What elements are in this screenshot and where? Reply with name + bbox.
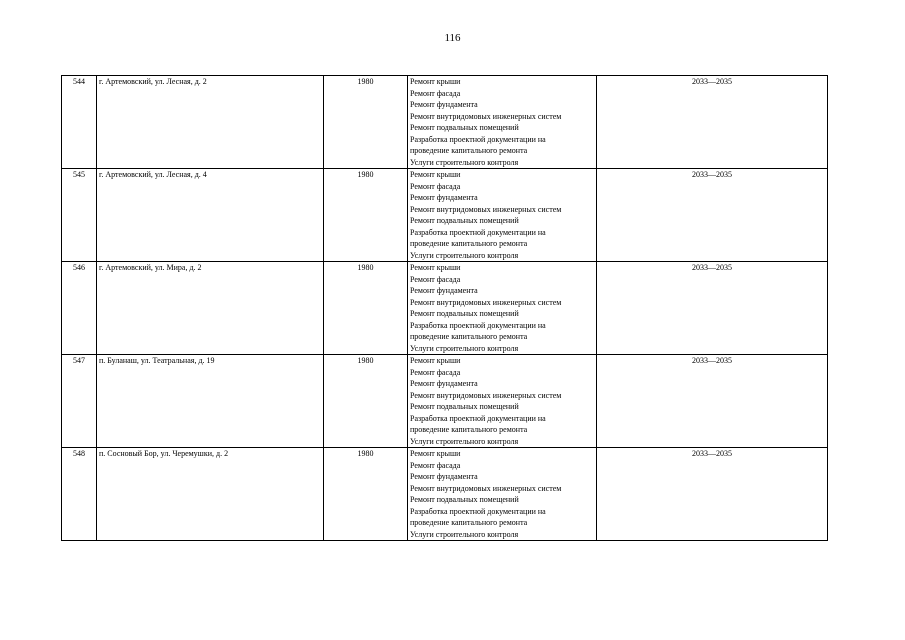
period-cell: 2033—2035 [597, 355, 828, 448]
work-item: Ремонт фундамента [410, 100, 478, 109]
work-item: проведение капитального ремонта [410, 332, 528, 341]
work-item: Ремонт фасада [410, 367, 461, 377]
work-item: Разработка проектной документации на [410, 227, 546, 237]
work-item: проведение капитального ремонта [410, 146, 528, 155]
year-cell: 1980 [324, 169, 408, 262]
work-item: Ремонт фундамента [410, 379, 478, 388]
work-item: Ремонт крыши [410, 170, 461, 179]
work-item: Ремонт подвальных помещений [410, 216, 519, 225]
works-cell [408, 76, 597, 169]
work-item: Услуги строительного контроля [410, 343, 519, 353]
work-item: Ремонт внутридомовых инженерных систем [410, 483, 562, 493]
table-row [62, 448, 828, 541]
work-item: Ремонт подвальных помещений [410, 495, 519, 504]
work-item: Ремонт подвальных помещений [410, 402, 519, 411]
row-number-cell: 545 [62, 169, 97, 262]
works-cell [408, 169, 597, 262]
address-cell: п. Буланаш, ул. Театральная, д. 19 [97, 355, 324, 448]
year-cell: 1980 [324, 448, 408, 541]
row-number-cell: 544 [62, 76, 97, 169]
period-cell: 2033—2035 [597, 169, 828, 262]
address-cell: г. Артемовский, ул. Лесная, д. 4 [97, 169, 324, 262]
year-cell: 1980 [324, 355, 408, 448]
row-number-cell: 547 [62, 355, 97, 448]
period-cell: 2033—2035 [597, 76, 828, 169]
repair-schedule-table [61, 75, 828, 541]
work-item: Разработка проектной документации на [410, 320, 546, 330]
year-cell: 1980 [324, 76, 408, 169]
work-item: Ремонт фасада [410, 181, 461, 191]
year-cell: 1980 [324, 262, 408, 355]
table-row [62, 262, 828, 355]
work-item: Ремонт фундамента [410, 193, 478, 202]
work-item: проведение капитального ремонта [410, 425, 528, 434]
work-item: Ремонт фасада [410, 88, 461, 98]
row-number-cell: 546 [62, 262, 97, 355]
table-row [62, 355, 828, 448]
work-item: Ремонт подвальных помещений [410, 309, 519, 318]
period-cell: 2033—2035 [597, 262, 828, 355]
work-item: Ремонт крыши [410, 449, 461, 458]
work-item: Ремонт внутридомовых инженерных систем [410, 390, 562, 400]
works-cell [408, 262, 597, 355]
work-item: Ремонт фундамента [410, 286, 478, 295]
work-item: Услуги строительного контроля [410, 436, 519, 446]
works-cell [408, 448, 597, 541]
row-number-cell: 548 [62, 448, 97, 541]
work-item: Ремонт крыши [410, 77, 461, 86]
work-item: Ремонт подвальных помещений [410, 123, 519, 132]
table-row [62, 76, 828, 169]
work-item: Услуги строительного контроля [410, 529, 519, 539]
work-item: проведение капитального ремонта [410, 518, 528, 527]
work-item: проведение капитального ремонта [410, 239, 528, 248]
work-item: Ремонт внутридомовых инженерных систем [410, 111, 562, 121]
period-cell: 2033—2035 [597, 448, 828, 541]
works-cell [408, 355, 597, 448]
work-item: Ремонт фасада [410, 460, 461, 470]
work-item: Ремонт внутридомовых инженерных систем [410, 297, 562, 307]
work-item: Ремонт крыши [410, 263, 461, 272]
address-cell: г. Артемовский, ул. Мира, д. 2 [97, 262, 324, 355]
work-item: Ремонт крыши [410, 356, 461, 365]
work-item: Услуги строительного контроля [410, 250, 519, 260]
work-item: Разработка проектной документации на [410, 506, 546, 516]
work-item: Ремонт фасада [410, 274, 461, 284]
work-item: Разработка проектной документации на [410, 413, 546, 423]
page-number: 116 [444, 32, 461, 44]
work-item: Услуги строительного контроля [410, 157, 519, 167]
address-cell: г. Артемовский, ул. Лесная, д. 2 [97, 76, 324, 169]
address-cell: п. Сосновый Бор, ул. Черемушки, д. 2 [97, 448, 324, 541]
work-item: Ремонт фундамента [410, 472, 478, 481]
work-item: Разработка проектной документации на [410, 134, 546, 144]
work-item: Ремонт внутридомовых инженерных систем [410, 204, 562, 214]
table-body [62, 76, 828, 541]
table-row [62, 169, 828, 262]
